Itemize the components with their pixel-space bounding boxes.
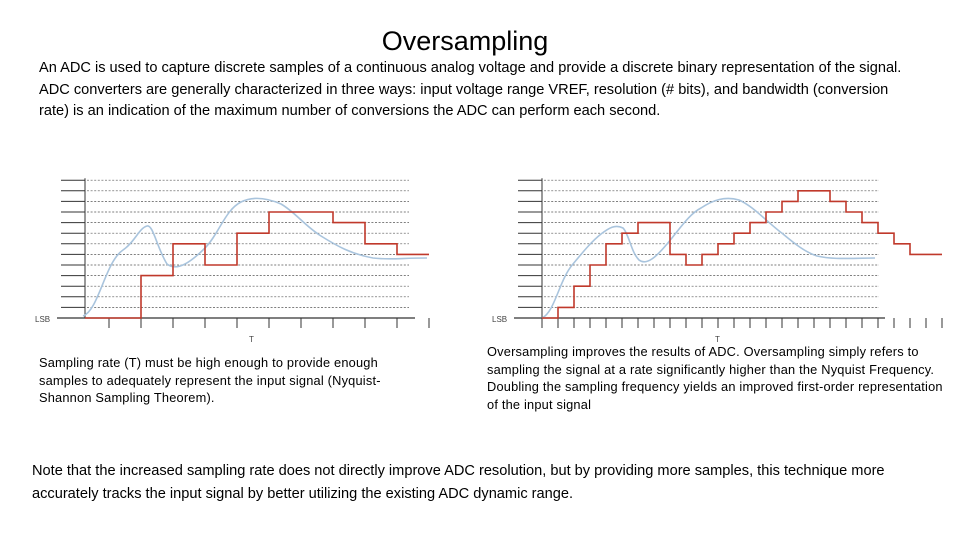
lsb-label: LSB (492, 315, 508, 324)
sampling-rate-caption: Sampling rate (T) must be high enough to provide enough samples to adequately represent the input signal (Nyquist-Shannon Sampling Theorem). (39, 355, 381, 405)
time-ticks (542, 318, 942, 328)
adc-oversampling-svg (492, 172, 895, 344)
analog-signal-curve (83, 198, 427, 316)
sampling-period-label: T (715, 335, 720, 344)
time-ticks (109, 318, 429, 328)
closing-note: Note that the increased sampling rate does not directly improve ADC resolution, but by providing more samples, this technique more accurately tracks the input signal by better utilizing the existing ADC dynamic range. (32, 463, 885, 502)
lsb-label: LSB (35, 315, 51, 324)
slide-title: Oversampling (381, 26, 549, 56)
level-ticks (518, 178, 542, 318)
adc-sampling-diagram (35, 170, 435, 344)
analog-signal-curve (542, 198, 875, 318)
sampling-period-label: T (249, 335, 254, 344)
quantization-level-lines (544, 180, 879, 307)
intro-paragraph: An ADC is used to capture discrete samples of a continuous analog voltage and provide a discrete binary representation of the signal. ADC converters are generally characterized in three ways: input voltage range VREF, resolution (# bits), and bandwidth (conversion rate) is an indication of the maximum number of conversions the ADC can perform each second. (39, 60, 902, 120)
level-ticks (61, 178, 85, 318)
adc-sampling-svg (35, 170, 435, 344)
adc-oversampling-diagram (492, 172, 895, 344)
oversampling-caption: Oversampling improves the results of ADC. Oversampling simply refers to sampling the signal at a rate significantly higher than the Nyquist Frequency. Doubling the sampling frequency yields an improved first-order representation of the input signal (487, 344, 943, 412)
